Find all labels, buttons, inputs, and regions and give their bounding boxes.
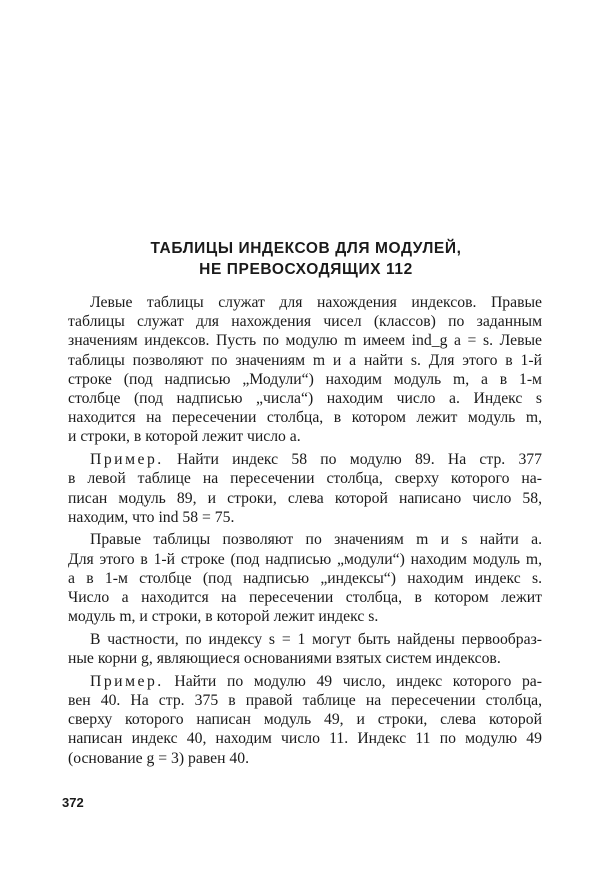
text-line: а в 1-м столбце (под надписью „индексы“) находим индекс s. — [68, 569, 542, 587]
heading-line-2: НЕ ПРЕВОСХОДЯЩИХ 112 — [199, 261, 413, 278]
text-line: В частности, по индексу s = 1 могут быть найдены первообраз- — [90, 630, 542, 648]
text-line: Для этого в 1-й строке (под надписью „модули“) находим модуль m, — [68, 550, 542, 568]
text-line — [68, 450, 542, 469]
text-line: ные корни g, являющиеся основаниями взятых систем индексов. — [68, 650, 501, 668]
paragraph-example-1 — [68, 450, 542, 527]
text-line: Правые таблицы позволяют по значениям m и s найти a. — [90, 531, 542, 549]
text-line: находим, что ind 58 = 75. — [68, 508, 235, 526]
paragraph-primitive-roots — [68, 630, 542, 668]
text-line: писан модуль 89, и строки, слева которой написано число 58, — [68, 489, 542, 507]
text-line: и строки, в которой лежит число a. — [68, 428, 301, 446]
paragraph-left-tables — [68, 293, 542, 447]
text-line: значениям индексов. Пусть по модулю m имеем ind_g a = s. Левые — [68, 332, 542, 350]
body-text — [68, 293, 542, 771]
text-line: написан индекс 40, находим число 11. Индекс 11 по модулю 49 — [68, 730, 542, 748]
text-line: Левые таблицы служат для нахождения индексов. Правые — [90, 294, 542, 311]
text-line: в левой таблице на пересечении столбца, сверху которого на- — [68, 470, 542, 488]
text-line: сверху которого написан модуль 49, и строки, слева которой — [68, 711, 542, 729]
example-label: Пример. — [90, 672, 164, 690]
example-label: Пример. — [90, 451, 164, 469]
page-number: 372 — [62, 795, 84, 810]
text-line: таблицы позволяют по значениям m и a найти s. Для этого в 1-й — [68, 351, 542, 369]
text-fragment: Найти индекс 58 по модулю 89. На стр. 377 — [163, 451, 542, 469]
paragraph-right-tables — [68, 530, 542, 626]
text-line: вен 40. На стр. 375 в правой таблице на пересечении столбца, — [68, 692, 542, 710]
text-line: находится на пересечении столбца, в котором лежит модуль m, — [68, 409, 542, 427]
text-line: модуль m, и строки, в которой лежит индекс s. — [68, 608, 379, 626]
text-line: столбце (под надписью „числа“) находим число a. Индекс s — [68, 390, 542, 408]
heading-line-1: ТАБЛИЦЫ ИНДЕКСОВ ДЛЯ МОДУЛЕЙ, — [150, 240, 462, 257]
text-line: Число a находится на пересечении столбца, в котором лежит — [68, 589, 542, 607]
section-heading — [60, 238, 552, 280]
text-line: (основание g = 3) равен 40. — [68, 749, 250, 767]
text-line: строке (под надписью „Модули“) находим модуль m, а в 1-м — [68, 370, 542, 388]
text-line — [68, 672, 542, 691]
text-fragment: Найти по модулю 49 число, индекс которого ра- — [163, 672, 542, 690]
paragraph-example-2 — [68, 672, 542, 768]
text-line: таблицы служат для нахождения чисел (классов) по заданным — [68, 313, 542, 331]
